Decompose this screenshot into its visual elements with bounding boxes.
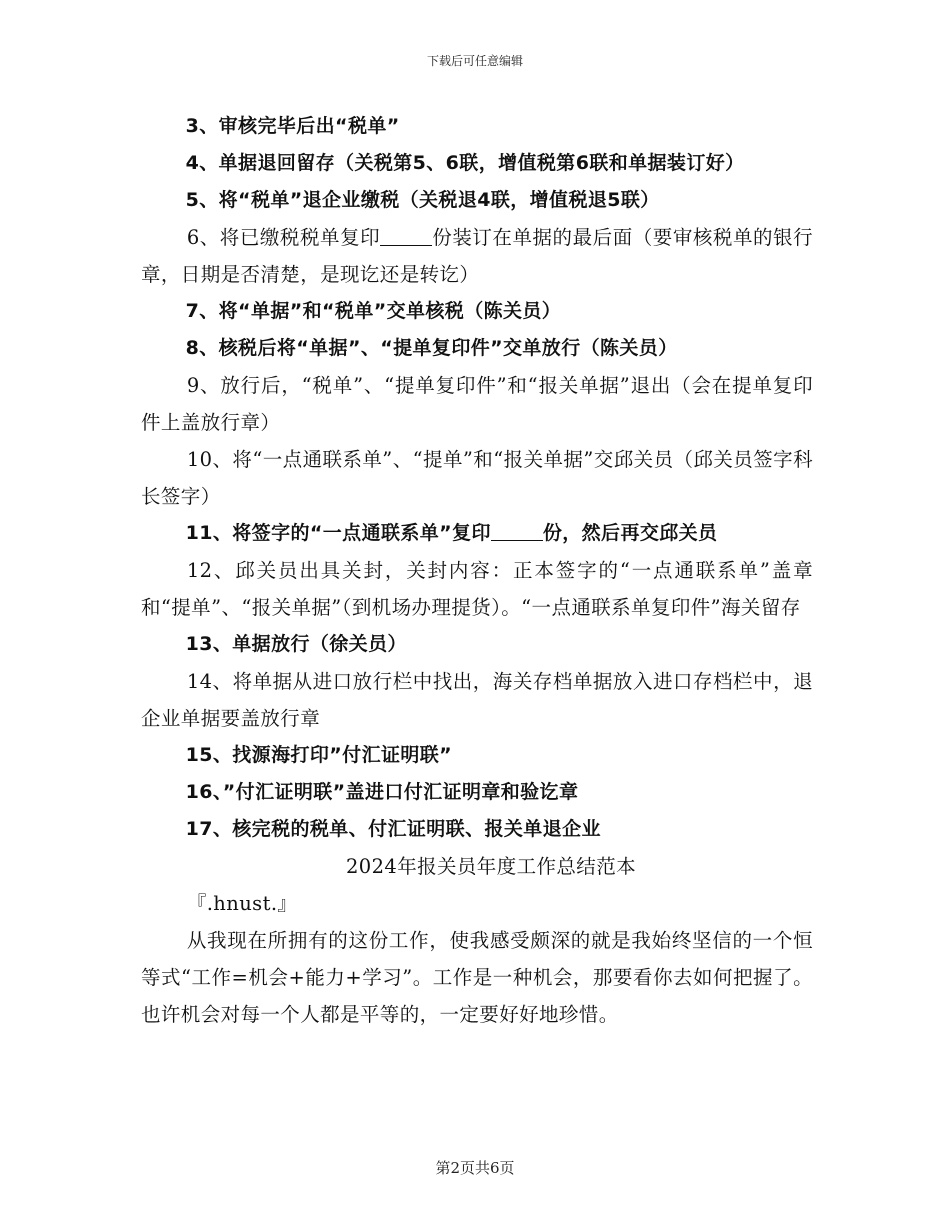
step-12: 12、邱关员出具关封，关封内容：正本签字的“一点通联系单”盖章和“提单”、“报关单据”（到机场办理提货）。“一点通联系单复印件”海关留存 <box>141 559 813 619</box>
step-15: 15、找源海打印”付汇证明联” <box>185 744 453 766</box>
step-5: 5、将“税单”退企业缴税（关税退4联，增值税退5联） <box>185 189 660 211</box>
step-6-before: 6、将已缴税税单复印 <box>186 226 381 249</box>
step-17: 17、核完税的税单、付汇证明联、报关单退企业 <box>185 818 601 840</box>
step-11 <box>141 515 813 552</box>
step-11-before: 11、将签字的“一点通联系单”复印 <box>185 522 491 544</box>
step-8: 8、核税后将“单据”、“提单复印件”交单放行（陈关员） <box>185 337 678 359</box>
fill-blank <box>491 521 543 541</box>
step-13: 13、单据放行（徐关员） <box>185 633 407 655</box>
step-6-after: 份装订在单据的最后面（要审核税单的银行章，日期是否清楚，是现讫还是转讫） <box>141 226 813 286</box>
step-10: 10、将“一点通联系单”、“提单”和“报关单据”交邱关员（邱关员签字科长签字） <box>141 448 813 508</box>
step-6 <box>141 219 813 293</box>
document-body <box>141 108 813 1033</box>
page-footer: 第2页共6页 <box>435 1159 515 1177</box>
fill-blank <box>380 226 432 247</box>
step-7: 7、将“单据”和“税单”交单核税（陈关员） <box>185 300 562 322</box>
page-header: 下载后可任意编辑 <box>426 54 523 68</box>
step-4: 4、单据退回留存（关税第5、6联，增值税第6联和单据装订好） <box>185 152 745 174</box>
section-title: 2024年报关员年度工作总结范本 <box>345 855 637 878</box>
step-11-after: 份，然后再交邱关员 <box>542 522 718 544</box>
body-paragraph: 从我现在所拥有的这份工作，使我感受颇深的就是我始终坚信的一个恒等式“工作=机会+能力+学习”。工作是一种机会，那要看你去如何把握了。也许机会对每一个人都是平等的，一定要好好地珍惜。 <box>141 929 813 1026</box>
source-citation: 『.hnust.』 <box>186 892 298 915</box>
step-16: 16、”付汇证明联”盖进口付汇证明章和验讫章 <box>185 781 579 803</box>
step-9: 9、放行后，“税单”、“提单复印件”和“报关单据”退出（会在提单复印件上盖放行章） <box>141 374 813 434</box>
step-14: 14、将单据从进口放行栏中找出，海关存档单据放入进口存档栏中，退企业单据要盖放行章 <box>141 670 813 730</box>
step-3: 3、审核完毕后出“税单” <box>185 115 400 137</box>
